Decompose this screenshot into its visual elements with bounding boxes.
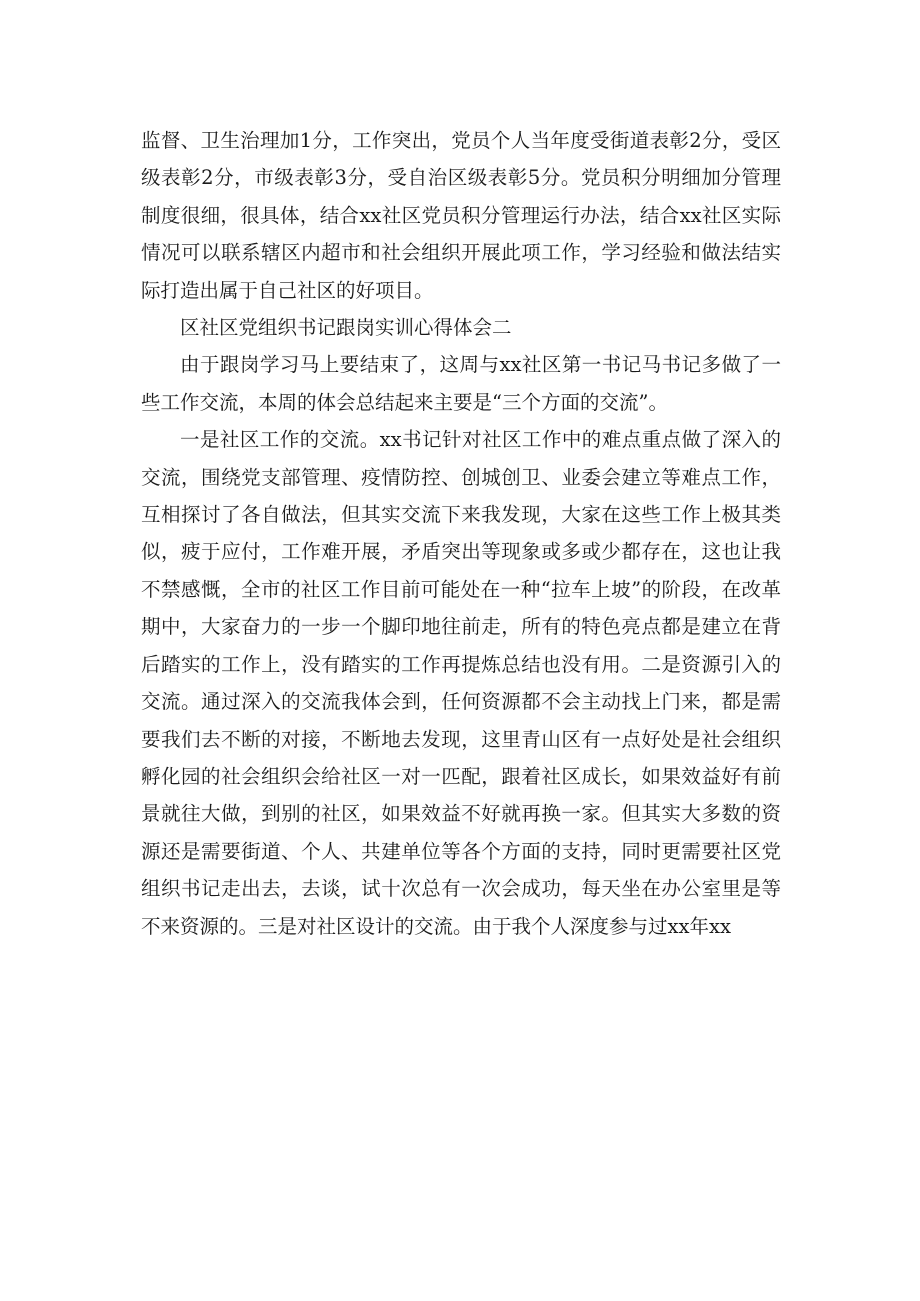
document-body xyxy=(141,122,781,945)
paragraph-3: 一是社区工作的交流。xx书记针对社区工作中的难点重点做了深入的交流，围绕党支部管理、疫情防控、创城创卫、业委会建立等难点工作，互相探讨了各自做法，但其实交流下来我发现，大家在这些工作上极其类似，疲于应付，工作难开展，矛盾突出等现象或多或少都存在，这也让我不禁感慨，全市的社区工作目前可能处在一种“拉车上坡”的阶段，在改革期中，大家奋力的一步一个脚印地往前走，所有的特色亮点都是建立在背后踏实的工作上，没有踏实的工作再提炼总结也没有用。二是资源引入的交流。通过深入的交流我体会到，任何资源都不会主动找上门来，都是需要我们去不断的对接，不断地去发现，这里青山区有一点好处是社会组织孵化园的社会组织会给社区一对一匹配，跟着社区成长，如果效益好有前景就往大做，到别的社区，如果效益不好就再换一家。但其实大多数的资源还是需要街道、个人、共建单位等各个方面的支持，同时更需要社区党组织书记走出去，去谈，试十次总有一次会成功，每天坐在办公室里是等不来资源的。三是对社区设计的交流。由于我个人深度参与过xx年xx xyxy=(141,428,781,938)
paragraph-2: 由于跟岗学习马上要结束了，这周与xx社区第一书记马书记多做了一些工作交流，本周的体会总结起来主要是“三个方面的交流”。 xyxy=(141,353,781,414)
paragraph-1: 监督、卫生治理加1分，工作突出，党员个人当年度受街道表彰2分，受区级表彰2分，市级表彰3分，受自治区级表彰5分。党员积分明细加分管理制度很细，很具体，结合xx社区党员积分管理运行办法，结合xx社区实际情况可以联系辖区内超市和社会组织开展此项工作，学习经验和做法结实际打造出属于自己社区的好项目。 xyxy=(141,129,781,302)
section-heading: 区社区党组织书记跟岗实训心得体会二 xyxy=(180,316,512,340)
